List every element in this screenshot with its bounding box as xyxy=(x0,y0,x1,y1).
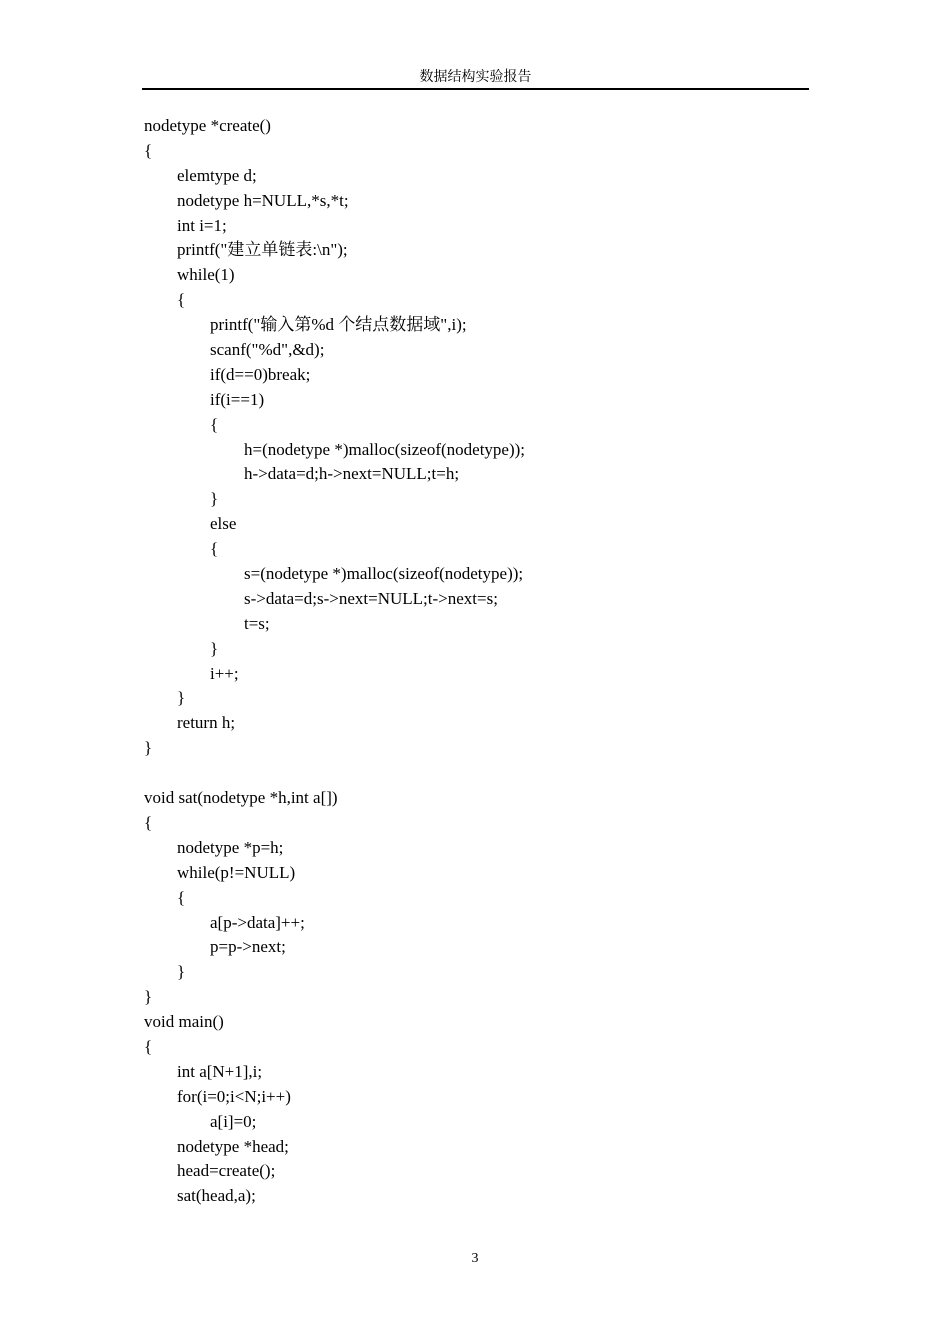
code-line: while(1) xyxy=(177,265,235,285)
code-line: a[p->data]++; xyxy=(210,912,305,932)
code-line: t=s; xyxy=(244,613,270,633)
code-line: } xyxy=(210,489,219,509)
code-line xyxy=(144,761,824,786)
code-line: nodetype *create() xyxy=(144,116,271,135)
code-line: { xyxy=(144,140,153,160)
code-line: printf("输入第%d 个结点数据域",i); xyxy=(210,315,467,335)
code-line: p=p->next; xyxy=(210,937,286,957)
code-line: h->data=d;h->next=NULL;t=h; xyxy=(244,464,460,484)
code-line: elemtype d; xyxy=(177,165,257,185)
code-line: h=(nodetype *)malloc(sizeof(nodetype)); xyxy=(244,439,526,459)
code-line: scanf("%d",&d); xyxy=(210,340,325,360)
code-line: head=create(); xyxy=(177,1161,276,1181)
code-line: { xyxy=(144,812,153,832)
code-line: nodetype h=NULL,*s,*t; xyxy=(177,190,349,210)
code-line: } xyxy=(144,738,153,758)
code-line: } xyxy=(177,688,186,708)
code-line: if(d==0)break; xyxy=(210,364,311,384)
code-line: } xyxy=(177,962,186,982)
code-line: void sat(nodetype *h,int a[]) xyxy=(144,788,338,808)
code-line: for(i=0;i<N;i++) xyxy=(177,1086,291,1106)
code-line: { xyxy=(210,414,219,434)
code-line: s=(nodetype *)malloc(sizeof(nodetype)); xyxy=(244,564,524,584)
page-header-title: 数据结构实验报告 xyxy=(419,70,532,85)
code-line: else xyxy=(210,514,237,534)
code-line: printf("建立单链表:\n"); xyxy=(177,240,348,260)
code-line: } xyxy=(144,987,153,1007)
code-line: while(p!=NULL) xyxy=(177,862,296,882)
page-number: 3 xyxy=(471,1251,479,1266)
code-line: i++; xyxy=(210,663,239,683)
header-divider xyxy=(142,88,809,90)
code-line: sat(head,a); xyxy=(177,1186,256,1206)
code-line: return h; xyxy=(177,713,236,733)
code-line: { xyxy=(177,290,186,310)
code-line: if(i==1) xyxy=(210,389,265,409)
code-line: { xyxy=(177,887,186,907)
code-line: a[i]=0; xyxy=(210,1111,257,1131)
code-listing xyxy=(144,114,824,1209)
code-line: void main() xyxy=(144,1012,224,1032)
code-line: s->data=d;s->next=NULL;t->next=s; xyxy=(244,588,498,608)
code-line: int a[N+1],i; xyxy=(177,1061,263,1081)
code-line: nodetype *p=h; xyxy=(177,837,284,857)
code-line: { xyxy=(210,539,219,559)
code-line: } xyxy=(210,638,219,658)
code-line: int i=1; xyxy=(177,215,227,235)
code-line: nodetype *head; xyxy=(177,1136,289,1156)
code-line: { xyxy=(144,1036,153,1056)
